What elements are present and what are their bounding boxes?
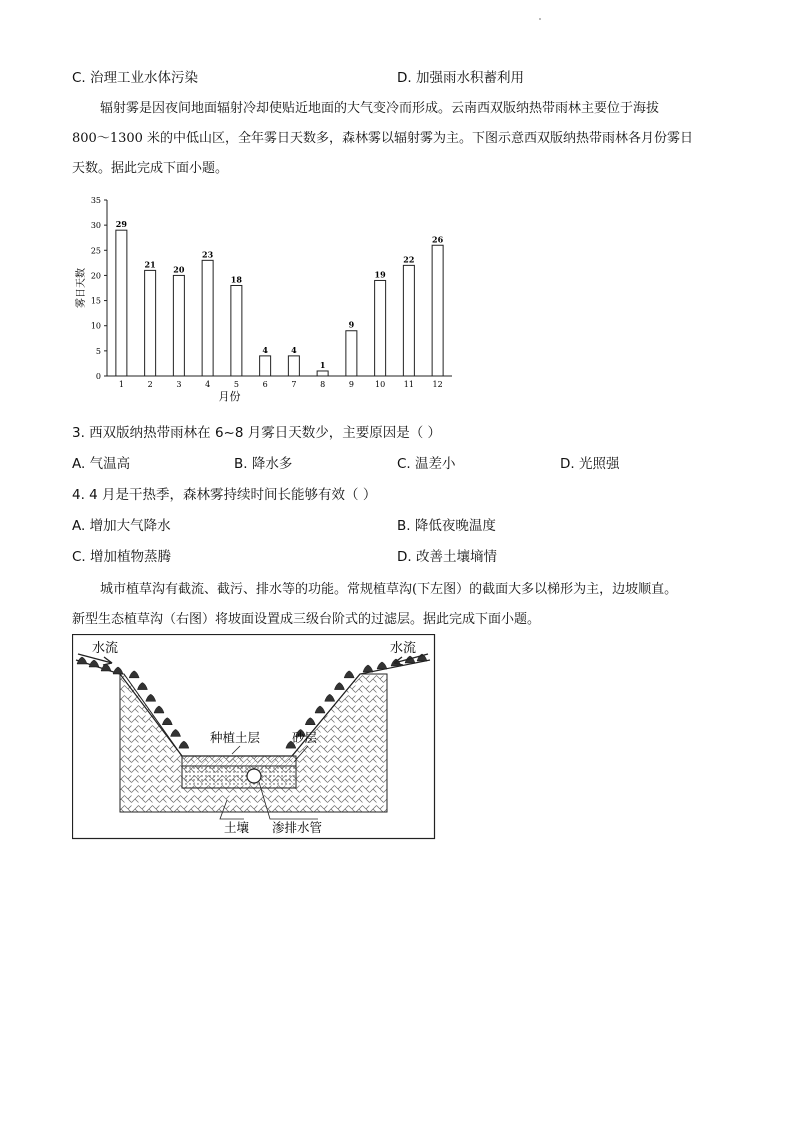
x-tick-label: 11 — [403, 380, 414, 389]
label-water-flow-right: 水流 — [390, 641, 417, 656]
bar-data-label: 1 — [319, 359, 326, 370]
x-axis-title: 月份 — [218, 390, 241, 403]
x-tick-label: 8 — [320, 380, 326, 389]
intro-paragraph-1 — [72, 94, 732, 184]
bar-data-label: 20 — [173, 264, 185, 275]
q2-option-c: C. 治理工业水体污染 — [72, 70, 199, 86]
x-tick-label: 2 — [147, 380, 153, 389]
bar-data-label: 4 — [262, 344, 268, 355]
intro1-line2: 800～1300 米的中低山区，全年雾日天数多，森林雾以辐射雾为主。下图示意西双版纳热带雨林各月份雾日 — [72, 131, 694, 146]
bar — [260, 356, 271, 376]
bar — [346, 331, 357, 376]
y-axis-title: 雾日天数 — [76, 268, 87, 308]
y-tick-label: 25 — [90, 246, 101, 256]
drain-pipe-circle — [247, 769, 261, 783]
q4-option-b: B. 降低夜晚温度 — [397, 518, 496, 534]
y-tick-label: 30 — [90, 221, 101, 231]
scan-dot — [539, 18, 541, 20]
q3-stem: 3. 西双版纳热带雨林在 6~8 月雾日天数少，主要原因是（ ） — [72, 425, 442, 441]
label-soil: 土壤 — [224, 820, 250, 835]
x-tick-label: 9 — [348, 380, 354, 389]
bar-data-label: 18 — [230, 274, 242, 285]
bar-data-label: 23 — [202, 249, 214, 260]
x-tick-label: 5 — [233, 380, 239, 389]
bar-data-label: 29 — [115, 219, 127, 230]
intro-paragraph-2 — [72, 575, 732, 635]
bar-data-label: 4 — [291, 344, 297, 355]
bar — [173, 275, 184, 376]
bar-data-label: 19 — [374, 269, 386, 280]
q3-option-b: B. 降水多 — [234, 456, 293, 472]
label-sand-layer: 砂层 — [292, 730, 318, 745]
bar — [145, 270, 156, 376]
q4-option-a: A. 增加大气降水 — [72, 518, 171, 534]
x-tick-label: 4 — [205, 380, 211, 389]
x-tick-label: 10 — [375, 380, 386, 389]
bar — [231, 285, 242, 376]
y-tick-label: 15 — [90, 296, 101, 306]
intro1-line3: 天数。据此完成下面小题。 — [72, 161, 229, 176]
intro2-line2: 新型生态植草沟（右图）将坡面设置成三级台阶式的过滤层。据此完成下面小题。 — [72, 612, 541, 627]
bar — [432, 245, 443, 376]
label-water-flow-left: 水流 — [92, 641, 119, 656]
label-drain-pipe: 渗排水管 — [272, 820, 323, 835]
intro1-line1: 辐射雾是因夜间地面辐射冷却使贴近地面的大气变冷而形成。云南西双版纳热带雨林主要位于海拔 — [100, 101, 660, 116]
bar-data-label: 26 — [432, 234, 444, 245]
q3-option-d: D. 光照强 — [560, 456, 620, 472]
y-tick-label: 10 — [90, 321, 101, 331]
bar — [403, 265, 414, 376]
q3-option-c: C. 温差小 — [397, 456, 456, 472]
x-tick-label: 7 — [291, 380, 297, 389]
x-tick-label: 3 — [176, 380, 182, 389]
grass-swale-cross-section-diagram — [72, 634, 436, 840]
x-tick-label: 6 — [262, 380, 268, 389]
fog-days-bar-chart — [72, 190, 462, 405]
planting-soil-layer — [182, 756, 296, 766]
bar — [116, 230, 127, 376]
y-tick-label: 35 — [90, 196, 101, 205]
x-tick-label: 1 — [118, 380, 124, 389]
q4-option-c: C. 增加植物蒸腾 — [72, 549, 172, 565]
y-tick-label: 5 — [95, 346, 101, 356]
x-tick-label: 12 — [432, 380, 443, 389]
sand-layer — [182, 766, 296, 788]
bar — [317, 371, 328, 376]
intro2-line1: 城市植草沟有截流、截污、排水等的功能。常规植草沟(下左图）的截面大多以梯形为主，边坡顺直。 — [100, 582, 678, 597]
bar-data-label: 21 — [144, 259, 156, 270]
label-planting-soil: 种植土层 — [210, 730, 261, 745]
q3-option-a: A. 气温高 — [72, 456, 131, 472]
bar-data-label: 9 — [348, 319, 355, 330]
y-tick-label: 20 — [90, 271, 101, 281]
bar — [288, 356, 299, 376]
y-tick-label: 0 — [95, 372, 101, 381]
q4-option-d: D. 改善土壤墒情 — [397, 549, 497, 565]
bar-data-label: 22 — [403, 254, 415, 265]
bar — [375, 280, 386, 376]
q2-option-d: D. 加强雨水积蓄利用 — [397, 70, 524, 86]
q4-stem: 4. 4 月是干热季，森林雾持续时间长能够有效（ ） — [72, 487, 377, 503]
bar — [202, 260, 213, 376]
